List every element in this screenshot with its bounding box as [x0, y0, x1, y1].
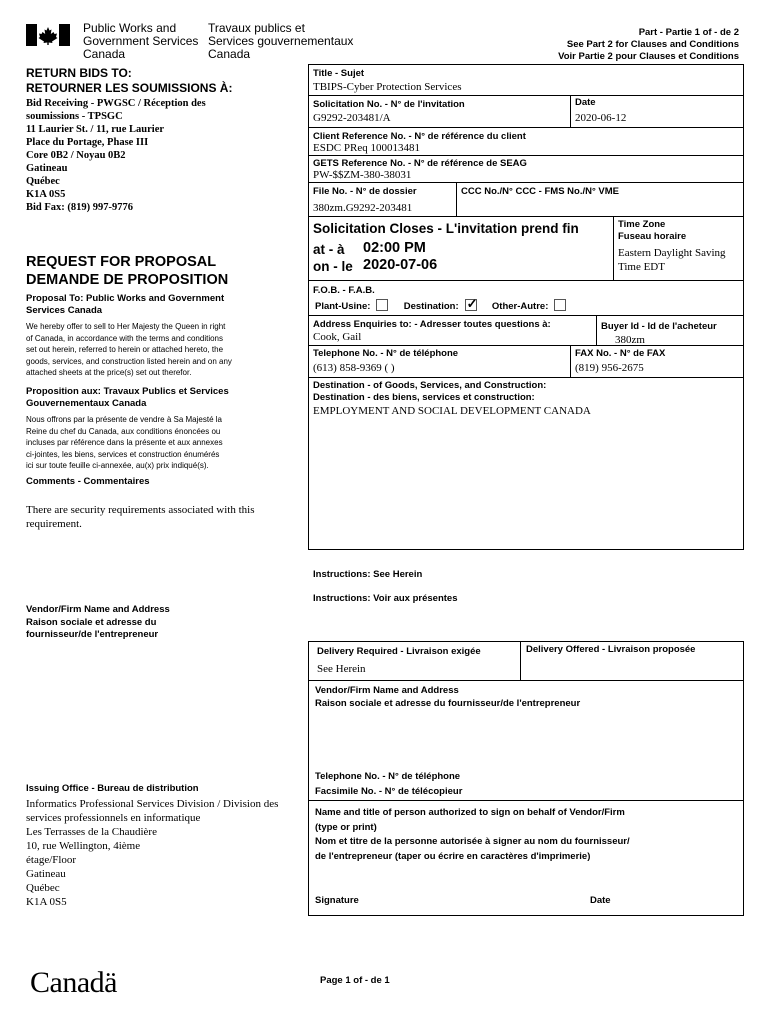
- department-name-fr: Travaux publics et Services gouvernementaux Canada: [208, 21, 354, 61]
- fob-label: F.O.B. - F.A.B.: [313, 285, 375, 296]
- other-checkbox[interactable]: [554, 299, 566, 311]
- checkmark-icon: ✓: [466, 296, 478, 311]
- return-bids-address: Bid Receiving - PWGSC / Réception des soumissions - TPSGC 11 Laurier St. / 11, rue Laurier Place du Portage, Phase III Core 0B2 / Noyau 0B2 Gatineau Québec K1A 0S5 Bid Fax: (819) 997-9776: [26, 98, 206, 213]
- buyer-id-label: Buyer Id - Id de l'acheteur: [601, 321, 717, 332]
- canada-flag-logo: [26, 24, 70, 46]
- instructions-en: Instructions: See Herein: [313, 569, 423, 580]
- solicitation-no-label: Solicitation No. - N° de l'invitation: [313, 99, 465, 110]
- comments-text: There are security requirements associated with this requirement.: [26, 504, 255, 530]
- rfp-title-fr: DEMANDE DE PROPOSITION: [26, 272, 229, 288]
- date-label: Date: [575, 97, 596, 108]
- time-zone-value: Eastern Daylight Saving Time EDT: [618, 247, 726, 273]
- signature-label: Signature: [315, 895, 359, 906]
- destination-label: Destination:: [403, 301, 459, 312]
- date-value: 2020-06-12: [575, 112, 627, 124]
- telephone-label: Telephone No. - N° de téléphone: [313, 348, 459, 359]
- destination-checkbox[interactable]: [465, 296, 478, 311]
- canada-wordmark: Canadä: [30, 966, 117, 999]
- rfp-title-en: REQUEST FOR PROPOSAL: [26, 254, 217, 270]
- closes-on-label: on - le: [313, 259, 353, 274]
- delivery-offered-label: Delivery Offered - Livraison proposée: [526, 644, 696, 655]
- department-name-en: Public Works and Government Services Canada: [83, 21, 199, 61]
- authorized-person-label: Name and title of person authorized to sign on behalf of Vendor/Firm (type or print) Nom et titre de la personne autorisée à signer au nom du fournisseur/ de l'entrepreneur (taper ou écrire en caractères d'imprimerie): [315, 807, 630, 862]
- plant-label: Plant-Usine:: [315, 301, 371, 312]
- destination-label-fr: Destination - des biens, services et construction:: [313, 392, 535, 403]
- telephone-value: (613) 858-9369 ( ): [313, 362, 395, 374]
- fax-value: (819) 956-2675: [575, 362, 644, 374]
- return-bids-title-en: RETURN BIDS TO:: [26, 66, 132, 80]
- closes-at-label: at - à: [313, 242, 345, 257]
- file-no-label: File No. - N° de dossier: [313, 186, 417, 197]
- time-zone-label-fr: Fuseau horaire: [618, 231, 687, 242]
- client-ref-value: ESDC PReq 100013481: [313, 142, 420, 154]
- fax-label: FAX No. - N° de FAX: [575, 348, 666, 359]
- vendor-facsimile-label: Facsimile No. - N° de télécopieur: [315, 786, 463, 797]
- return-bids-title-fr: RETOURNER LES SOUMISSIONS À:: [26, 81, 233, 95]
- buyer-id-value: 380zm: [615, 334, 645, 344]
- proposal-body-en: We hereby offer to sell to Her Majesty the Queen in right of Canada, in accordance with the terms and conditions set out herein, referred to herein or attached hereto, the goods, services, and construction listed herein and on any attached sheets at the price(s) set out therefor.: [26, 322, 232, 377]
- destination-value: EMPLOYMENT AND SOCIAL DEVELOPMENT CANADA: [313, 405, 591, 417]
- fob-options: [315, 296, 566, 312]
- issuing-office-address: Informatics Professional Services Division / Division des services professionnels en informatique Les Terrasses de la Chaudière 10, rue Wellington, 4ième étage/Floor Gatineau Québec K1A 0S5: [26, 798, 279, 908]
- gets-ref-value: PW-$$ZM-380-38031: [313, 169, 412, 181]
- title-label: Title - Sujet: [313, 68, 365, 79]
- client-ref-label: Client Reference No. - N° de référence du client: [313, 131, 526, 142]
- signature-date-label: Date: [590, 895, 611, 906]
- ccc-no-label: CCC No./N° CCC - FMS No./N° VME: [461, 186, 620, 197]
- vendor-name-label-left: Vendor/Firm Name and Address Raison sociale et adresse du fournisseur/de l'entrepreneur: [26, 604, 170, 640]
- page-number: Page 1 of - de 1: [320, 975, 390, 986]
- plant-checkbox[interactable]: [376, 299, 388, 311]
- title-value: TBIPS-Cyber Protection Services: [313, 81, 462, 93]
- proposal-to-en: Proposal To: Public Works and Government Services Canada: [26, 293, 225, 316]
- enquiries-value: Cook, Gail: [313, 331, 362, 343]
- file-no-value: 380zm.G9292-203481: [313, 202, 413, 214]
- part-indicator: Part - Partie 1 of - de 2: [638, 27, 739, 38]
- vendor-telephone-label: Telephone No. - N° de téléphone: [315, 771, 461, 782]
- proposal-body-fr: Nous offrons par la présente de vendre à Sa Majesté la Reine du chef du Canada, aux conditions énoncées ou incluses par référence dans la présente et aux annexes ci-jointes, les biens, services et construction énumérés ici sur toute feuille ci-annexée, au(x) prix indiqué(s).: [26, 415, 223, 470]
- solicitation-no-value: G9292-203481/A: [313, 112, 391, 124]
- closes-on-value: 2020-07-06: [363, 257, 438, 273]
- issuing-office-label: Issuing Office - Bureau de distribution: [26, 783, 199, 794]
- delivery-required-label: Delivery Required - Livraison exigée: [317, 646, 481, 657]
- gets-ref-label: GETS Reference No. - N° de référence de SEAG: [313, 158, 527, 169]
- solicitation-closes-title: Solicitation Closes - L'invitation prend fin: [313, 221, 579, 236]
- other-label: Other-Autre:: [491, 301, 549, 312]
- see-part2-en: See Part 2 for Clauses and Conditions: [566, 39, 739, 50]
- time-zone-label-en: Time Zone: [618, 219, 666, 230]
- vendor-name-label: Vendor/Firm Name and Address Raison sociale et adresse du fournisseur/de l'entrepreneur: [315, 685, 581, 709]
- instructions-fr: Instructions: Voir aux présentes: [313, 593, 458, 604]
- destination-label-en: Destination - of Goods, Services, and Construction:: [313, 380, 547, 391]
- closes-at-value: 02:00 PM: [363, 240, 426, 256]
- comments-label: Comments - Commentaires: [26, 476, 150, 487]
- see-part2-fr: Voir Partie 2 pour Clauses et Conditions: [558, 51, 739, 62]
- delivery-required-value: See Herein: [317, 663, 366, 675]
- proposal-to-fr: Proposition aux: Travaux Publics et Services Gouvernementaux Canada: [26, 386, 229, 409]
- enquiries-label: Address Enquiries to: - Adresser toutes questions à:: [313, 319, 551, 330]
